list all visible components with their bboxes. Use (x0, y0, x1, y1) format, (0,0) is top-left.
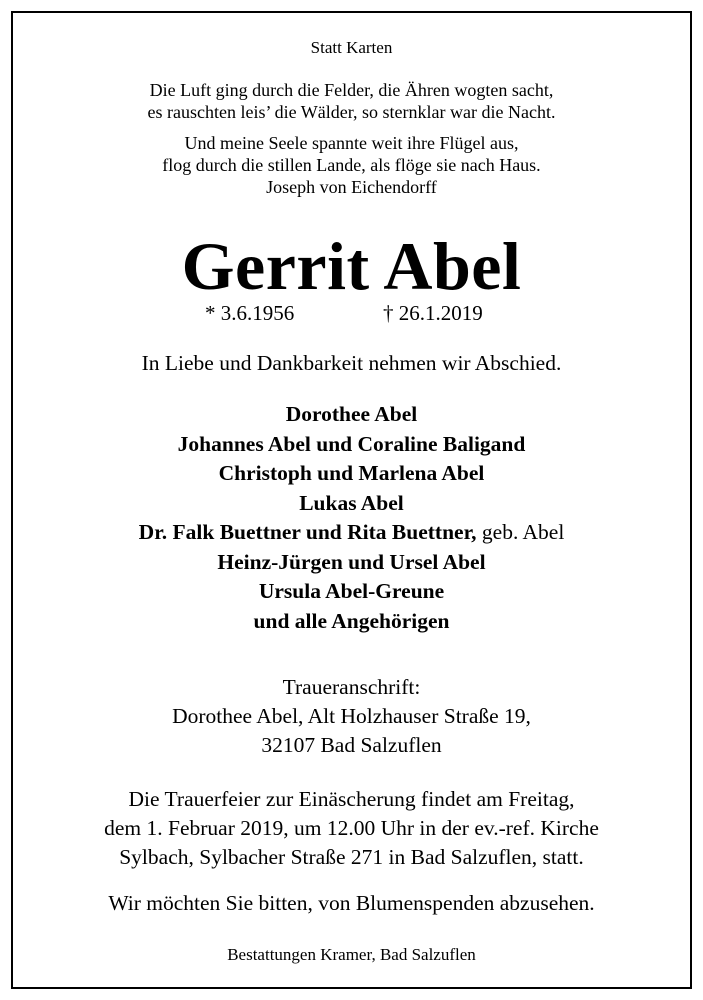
address-label: Traueranschrift: (282, 675, 421, 699)
family-member: Lukas Abel (299, 490, 404, 515)
poem-author: Joseph von Eichendorff (266, 177, 437, 197)
farewell-line: In Liebe und Dankbarkeit nehmen wir Abschied. (141, 351, 562, 375)
address-line: 32107 Bad Salzuflen (261, 733, 442, 757)
poem-stanza-2 (13, 132, 690, 198)
header-statt-karten: Statt Karten (310, 38, 393, 57)
undertaker: Bestattungen Kramer, Bad Salzuflen (227, 945, 476, 964)
ceremony-info (13, 785, 690, 872)
family-member-names: Dr. Falk Buettner und Rita Buettner, (138, 520, 477, 544)
obituary-frame (11, 11, 692, 989)
family-member: und alle Angehörigen (253, 608, 450, 633)
poem-line: es rauschten leis’ die Wälder, so sternklar war die Nacht. (147, 102, 556, 122)
family-member: Dorothee Abel (285, 402, 418, 426)
poem-line: Und meine Seele spannte weit ihre Flügel aus, (184, 133, 519, 153)
deceased-name: Gerrit Abel (181, 228, 522, 304)
family-list (13, 400, 690, 636)
family-member: Heinz-Jürgen und Ursel Abel (217, 549, 486, 574)
address-line: Dorothee Abel, Alt Holzhauser Straße 19, (172, 704, 531, 728)
poem-line: Die Luft ging durch die Felder, die Ähren wogten sacht, (149, 80, 554, 100)
birth-date: * 3.6.1956 (205, 301, 295, 325)
family-member: Christoph und Marlena Abel (218, 461, 485, 485)
ceremony-line: Sylbach, Sylbacher Straße 271 in Bad Salzuflen, statt. (119, 845, 584, 869)
death-date: † 26.1.2019 (383, 301, 483, 325)
flowers-request: Wir möchten Sie bitten, von Blumenspenden abzusehen. (108, 891, 595, 915)
family-member: Ursula Abel-Greune (258, 579, 445, 603)
poem-stanza-1 (13, 79, 690, 123)
family-member-buettner (13, 518, 690, 548)
mourning-address (13, 673, 690, 760)
life-dates (13, 300, 690, 326)
family-member-suffix: geb. Abel (481, 520, 565, 544)
ceremony-line: Die Trauerfeier zur Einäscherung findet am Freitag, (128, 787, 575, 811)
family-member: Johannes Abel und Coraline Baligand (177, 431, 526, 456)
ceremony-line: dem 1. Februar 2019, um 12.00 Uhr in der ev.-ref. Kirche (104, 816, 599, 840)
poem-line: flog durch die stillen Lande, als flöge sie nach Haus. (162, 155, 541, 175)
